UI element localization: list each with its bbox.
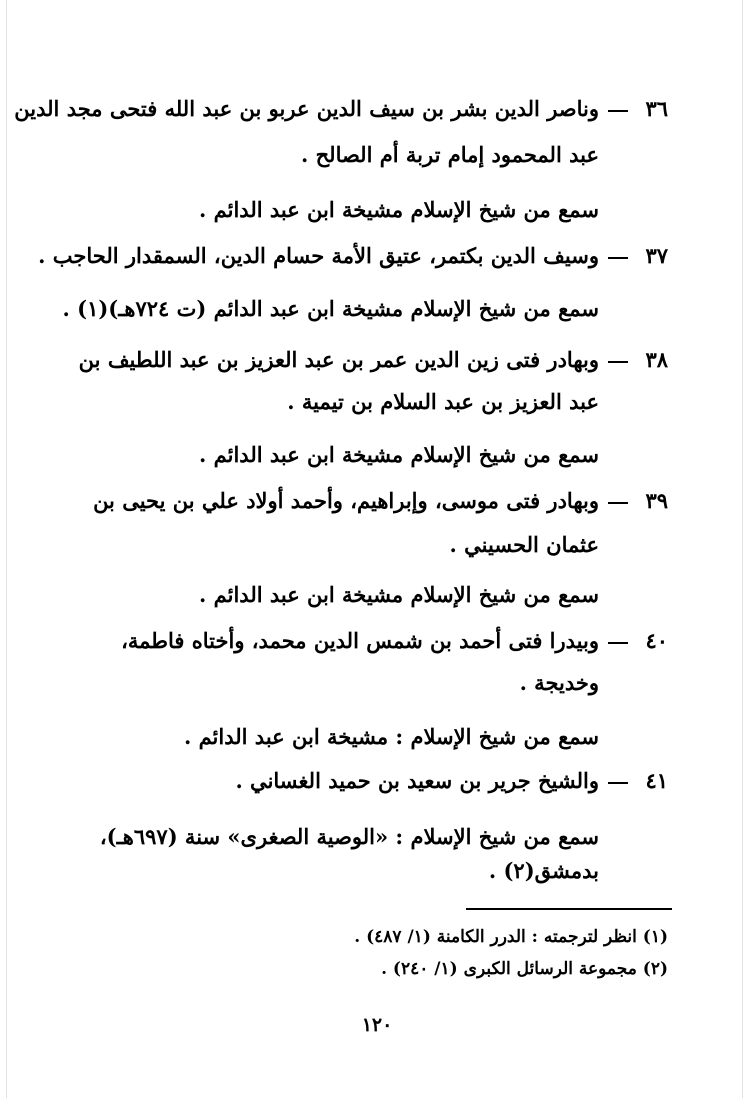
entry-line: عبد العزيز بن عبد السلام بن تيمية . bbox=[287, 389, 599, 414]
footnote: (١) انظر لترجمته : الدرر الكامنة (١/ ٤٨٧) . bbox=[354, 927, 668, 947]
entry-line: وبهادر فتى زين الدين عمر بن عبد العزيز بن عبد اللطيف بن bbox=[78, 347, 599, 372]
page-number: ١٢٠ bbox=[361, 1014, 393, 1036]
entry-number: ٣٩ bbox=[645, 488, 668, 513]
entry-number: ٣٦ bbox=[645, 96, 668, 121]
page-edge bbox=[6, 0, 7, 1098]
entry-line: والشيخ جرير بن سعيد بن حميد الغساني . bbox=[235, 768, 599, 793]
entry-line: عبد المحمود إمام تربة أم الصالح . bbox=[301, 142, 599, 167]
footnote-rule bbox=[466, 908, 672, 910]
entry-line: وخديجة . bbox=[519, 670, 599, 695]
entry-dash bbox=[608, 782, 628, 784]
entry-sama: بدمشق(٢) . bbox=[488, 858, 599, 883]
entry-number: ٤٠ bbox=[645, 628, 668, 653]
entry-dash bbox=[608, 642, 628, 644]
entry-sama: سمع من شيخ الإسلام : مشيخة ابن عبد الدائم . bbox=[183, 724, 599, 749]
entry-line: وسيف الدين بكتمر، عتيق الأمة حسام الدين، السمقدار الحاجب . bbox=[38, 243, 599, 268]
entry-sama: سمع من شيخ الإسلام مشيخة ابن عبد الدائم . bbox=[199, 582, 599, 607]
entry-dash bbox=[608, 502, 628, 504]
entry-dash bbox=[608, 361, 628, 363]
entry-sama: سمع من شيخ الإسلام مشيخة ابن عبد الدائم . bbox=[199, 197, 599, 222]
entry-line: وناصر الدين بشر بن سيف الدين عربو بن عبد الله فتحى مجد الدين bbox=[14, 96, 599, 121]
entry-number: ٣٧ bbox=[645, 243, 668, 268]
entry-dash bbox=[608, 257, 628, 259]
footnote: (٢) مجموعة الرسائل الكبرى (١/ ٢٤٠) . bbox=[381, 959, 668, 979]
entry-dash bbox=[608, 110, 628, 112]
page-edge bbox=[742, 0, 743, 1098]
entry-sama: سمع من شيخ الإسلام : «الوصية الصغرى» سنة (٦٩٧هـ)، bbox=[99, 824, 599, 849]
entry-number: ٤١ bbox=[645, 768, 668, 793]
entry-sama: سمع من شيخ الإسلام مشيخة ابن عبد الدائم (ت ٧٢٤هـ)(١) . bbox=[62, 296, 599, 321]
entry-number: ٣٨ bbox=[645, 347, 668, 372]
entry-line: عثمان الحسيني . bbox=[449, 532, 599, 557]
entry-line: وبهادر فتى موسى، وإبراهيم، وأحمد أولاد علي بن يحيى بن bbox=[93, 488, 599, 513]
entry-sama: سمع من شيخ الإسلام مشيخة ابن عبد الدائم . bbox=[199, 442, 599, 467]
entry-line: وبيدرا فتى أحمد بن شمس الدين محمد، وأختاه فاطمة، bbox=[121, 628, 599, 653]
